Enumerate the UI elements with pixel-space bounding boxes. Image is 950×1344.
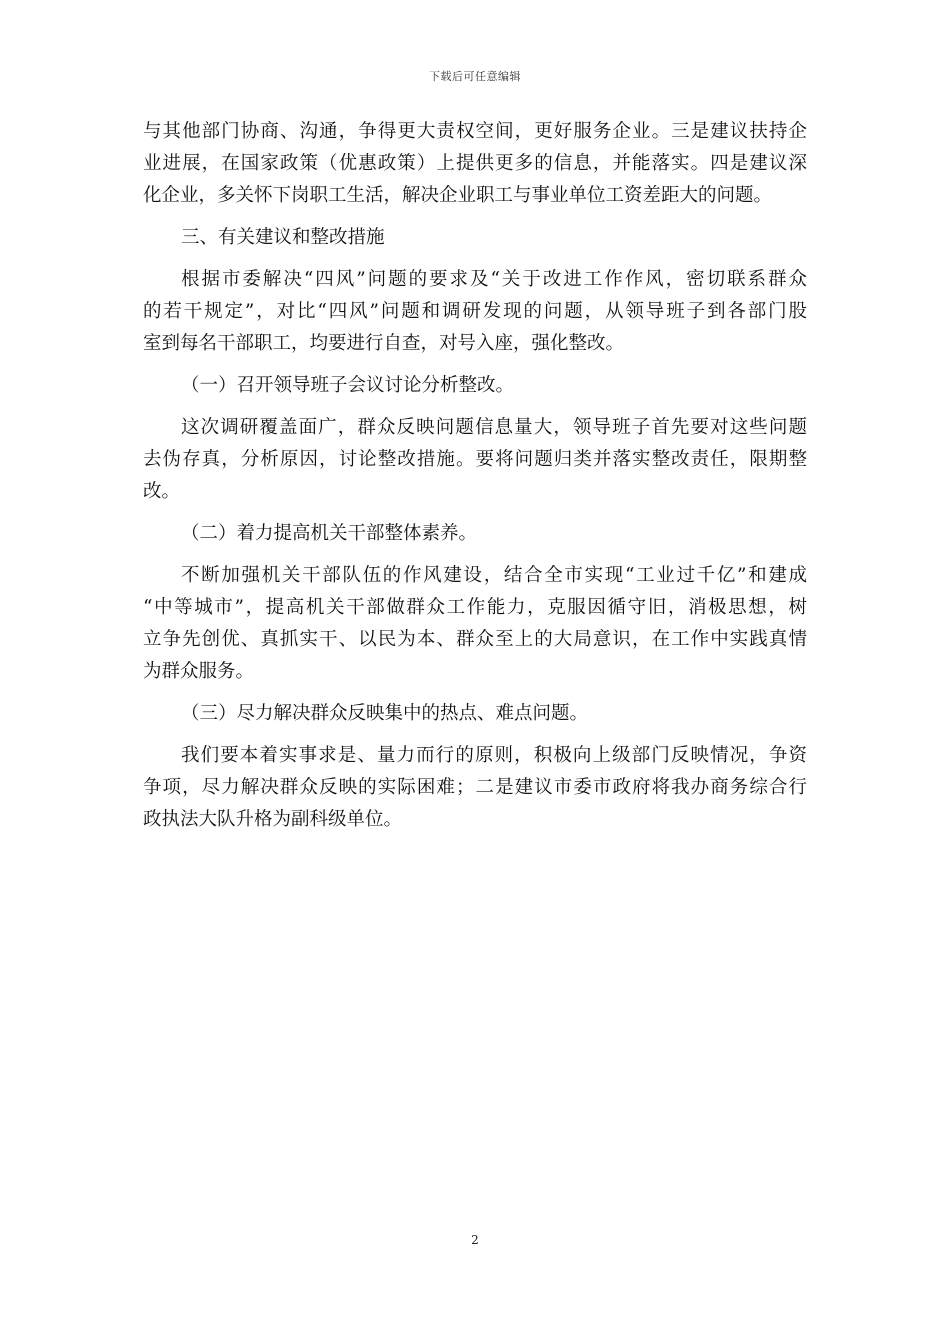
text-line: 改。 [143, 481, 181, 502]
paragraph [143, 116, 807, 212]
text-line: 根据市委解决“四风”问题的要求及“关于改进工作作风，密切联系群众 [181, 269, 807, 290]
text-line: “中等城市”，提高机关干部做群众工作能力，克服因循守旧，消极思想，树 [143, 597, 807, 618]
text-line: 争项，尽力解决群众反映的实际困难；二是建议市委市政府将我办商务综合行 [143, 777, 807, 798]
page-header: 下载后可任意编辑 [429, 70, 521, 83]
subsection-heading [143, 370, 807, 402]
paragraph [143, 740, 807, 836]
subsection-heading [143, 518, 807, 550]
paragraph [143, 264, 807, 360]
text-line: 政执法大队升格为副科级单位。 [143, 809, 403, 830]
text-line: 我们要本着实事求是、量力而行的原则，积极向上级部门反映情况，争资 [181, 745, 807, 766]
text-line: 这次调研覆盖面广，群众反映问题信息量大，领导班子首先要对这些问题 [181, 417, 807, 438]
text-line: 为群众服务。 [143, 661, 255, 682]
subsection-heading [143, 698, 807, 730]
text-line: 业进展，在国家政策（优惠政策）上提供更多的信息，并能落实。四是建议深 [143, 153, 807, 174]
text-line: 化企业，多关怀下岗职工生活，解决企业职工与事业单位工资差距大的问题。 [143, 185, 773, 206]
paragraph [143, 560, 807, 688]
text-line: 三、有关建议和整改措施 [181, 227, 385, 248]
text-line: （一）召开领导班子会议讨论分析整改。 [181, 375, 515, 396]
text-line: （二）着力提高机关干部整体素养。 [181, 523, 478, 544]
page-number: 2 [471, 1233, 479, 1247]
text-line: 不断加强机关干部队伍的作风建设，结合全市实现“工业过千亿”和建成 [181, 565, 807, 586]
text-line: （三）尽力解决群众反映集中的热点、难点问题。 [181, 703, 589, 724]
text-line: 的若干规定”，对比“四风”问题和调研发现的问题，从领导班子到各部门股 [143, 301, 807, 322]
text-line: 去伪存真，分析原因，讨论整改措施。要将问题归类并落实整改责任，限期整 [143, 449, 807, 470]
document-body [143, 116, 807, 846]
text-line: 室到每名干部职工，均要进行自查，对号入座，强化整改。 [143, 333, 625, 354]
section-heading [143, 222, 807, 254]
text-line: 与其他部门协商、沟通，争得更大责权空间，更好服务企业。三是建议扶持企 [143, 121, 807, 142]
paragraph [143, 412, 807, 508]
text-line: 立争先创优、真抓实干、以民为本、群众至上的大局意识，在工作中实践真情 [143, 629, 807, 650]
